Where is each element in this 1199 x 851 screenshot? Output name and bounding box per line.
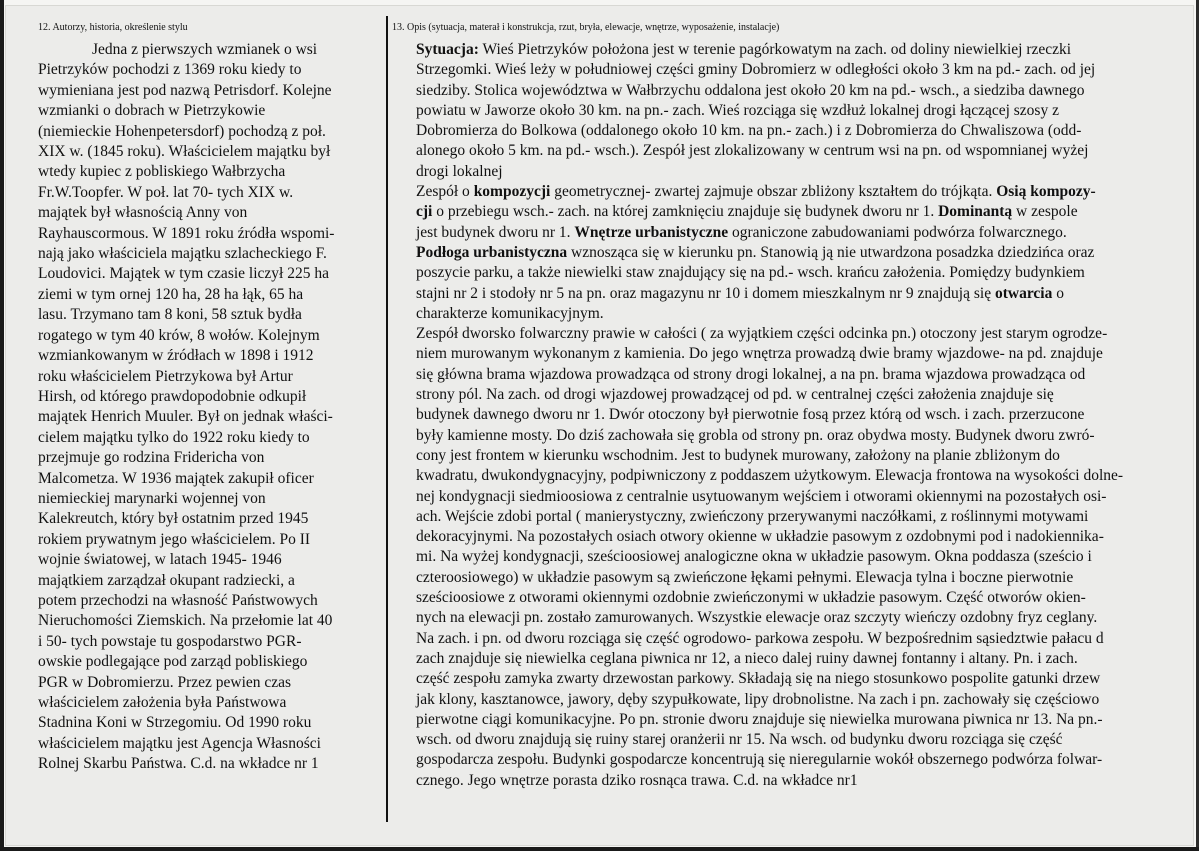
description-line	[416, 385, 1179, 405]
history-line: Pietrzyków pochodzi z 1369 roku kiedy to	[38, 61, 302, 79]
description-text-run: alonego około 5 km. na pd.- wsch.). Zespół jest zlokalizowany w centrum wsi na pn. od wspomnianej wyżej	[416, 142, 1089, 160]
history-text	[38, 40, 378, 775]
description-text-run: czteroosiowego) w układzie pasowym są zwieńczone łękami pełnymi. Elewacja tylna i boczne pierwotnie	[416, 568, 1074, 586]
scan-edge-bottom	[0, 847, 1199, 851]
description-line	[416, 344, 1179, 364]
history-line: i 50- tych powstaje tu gospodarstwo PGR-	[38, 632, 302, 650]
description-text-run: siedziby. Stolica województwa w Wałbrzychu oddalona jest około 20 km na pd.- wsch., a siedziba dawnego	[416, 81, 1085, 99]
description-text-run: gospodarcza zespołu. Budynki gospodarcze koncentrują się nieregularnie wokół obszernego podwórza folwar-	[416, 751, 1103, 769]
description-line	[416, 466, 1179, 486]
description-bold-term: otwarcia	[994, 284, 1053, 302]
history-line: Fr.W.Toopfer. W poł. lat 70- tych XIX w.	[38, 183, 294, 201]
history-line: (niemieckie Hohenpetersdorf) pochodzą z poł.	[38, 122, 326, 140]
description-line	[416, 162, 1179, 182]
history-line: wojnie światowej, w latach 1945- 1946	[38, 551, 282, 569]
history-line: Hirsh, od którego prawdopodobnie odkupił	[38, 387, 307, 405]
description-text-run: wznosząca się w kierunku pn. Stanowią ją nie utwardzona posadzka dziedzińca oraz	[567, 243, 1095, 261]
description-text-run: cznego. Jego wnętrze porasta dziko rosnąca trawa. C.d. na wkładce nr1	[416, 771, 858, 789]
description-bold-term: kompozycji	[473, 183, 551, 201]
description-text-run: budynek dawnego dworu nr 1. Dwór otoczony był pierwotnie fosą przez którą od wsch. i zach. przerzucone	[416, 406, 1085, 424]
description-text-run: poszycie parku, a także niewielki staw znajdujący się na pd.- wsch. krańcu założenia. Pomiędzy budynkiem	[416, 264, 1085, 282]
history-line: wzmianki o dobrach w Pietrzykowie	[38, 102, 266, 120]
description-line	[416, 446, 1179, 466]
description-line	[416, 263, 1179, 283]
description-line	[416, 487, 1179, 507]
history-line: Rolnej Skarbu Państwa. C.d. na wkładce nr 1	[38, 755, 319, 773]
history-line: majątek był własnością Anny von	[38, 204, 248, 222]
description-line	[416, 730, 1179, 750]
history-line: przejmuje go rodzina Fridericha von	[38, 449, 265, 467]
description-text-run: pierwotne ciągi komunikacyjne. Po pn. stronie dworu znajduje się niewielka murowana piwnica nr 13. Na pn.-	[416, 710, 1103, 728]
description-text-run: cony jest frontem w kierunku wschodnim. Jest to budynek murowany, założony na planie zbliżonym do	[416, 446, 1060, 464]
history-line: Nieruchomości Ziemskich. Na przełomie lat 40	[38, 612, 333, 630]
description-text-run: nych na elewacji pn. zostało zamurowanych. Wszystkie elewacje oraz szczyty wieńczy ozdobny fryz ceglany.	[416, 609, 1098, 627]
history-line: PGR w Dobromierzu. Przez pewien czas	[38, 673, 292, 691]
description-heading: 13. Opis (sytuacja, materał i konstrukcja, rzut, bryła, elewacje, wnętrze, wyposażenie, instalacje)	[392, 22, 780, 33]
history-heading: 12. Autorzy, historia, określenie stylu	[38, 22, 188, 33]
description-line	[416, 507, 1179, 527]
description-text-run: Zespół o	[416, 183, 474, 201]
description-line	[416, 527, 1179, 547]
history-line: Loudovici. Majątek w tym czasie liczył 225 ha	[38, 265, 329, 283]
description-text-run: stajni nr 2 i stodoły nr 5 na pn. oraz magazynu nr 10 i domem mieszkalnym nr 9 znajdują się	[416, 284, 995, 302]
description-text-run: Zespół dworsko folwarczny prawie w całości ( za wyjątkiem części odcinka pn.) otoczony jest starym ogrodze-	[416, 325, 1108, 343]
description-text-run: część zespołu zamyka zwarty drzewostan parkowy. Składają się na niego stosunkowo pospolite gatunki drzew	[416, 670, 1101, 688]
history-line: XIX w. (1845 roku). Właścicielem majątku był	[38, 143, 331, 161]
description-line	[416, 40, 1179, 60]
description-text-run: nej kondygnacji siedmioosiowa z centralnie usytuowanym wejściem i otworami okiennymi na pozostałych osi-	[416, 487, 1107, 505]
description-text-run: dekoracyjnymi. Na pozostałych osiach otwory okienne w układzie pasowym z ozdobnymi pod i nadokiennika-	[416, 528, 1104, 546]
description-text-run: były kamienne mosty. Do dziś zachowała się grobla od strony pn. oraz obydwa mosty. Budynek dworu zwró-	[416, 426, 1095, 444]
description-bold-term: Dominantą	[938, 203, 1013, 221]
description-text-run: niem murowanym wykonanym z kamienia. Do jego wnętrza prowadzą dwie bramy wjazdowe- na pd. znajduje	[416, 345, 1103, 363]
column-divider	[386, 16, 388, 822]
description-text-run: strony pól. Na zach. od drogi wjazdowej prowadzącej od pd. w centralnej części założenia znajduje się	[416, 386, 1054, 404]
description-bold-term: Osią kompozy-	[996, 183, 1096, 201]
history-line: rokiem prywatnym jego właścicielem. Po II	[38, 530, 311, 548]
history-line: Stadnina Koni w Strzegomiu. Od 1990 roku	[38, 714, 312, 732]
description-line	[416, 426, 1179, 446]
description-line	[416, 771, 1179, 791]
description-line	[416, 202, 1179, 222]
history-line: owskie podlegające pod zarząd pobliskiego	[38, 653, 308, 671]
description-line	[416, 304, 1179, 324]
description-bold-term: Wnętrze urbanistyczne	[574, 223, 729, 241]
scan-edge-left	[0, 0, 4, 851]
description-bold-term: cji	[416, 203, 433, 221]
history-line: lasu. Trzymano tam 8 koni, 58 sztuk bydła	[38, 306, 302, 324]
description-bold-term: Sytuacja:	[416, 41, 479, 58]
description-line	[416, 365, 1179, 385]
description-text-run: w zespole	[1012, 203, 1078, 221]
description-text-run: Strzegomki. Wieś leży w południowej części gminy Dobromierz w odległości około 3 km na pd.- zach. od jej	[416, 61, 1096, 79]
history-line: wtedy kupiec z pobliskiego Wałbrzycha	[38, 163, 286, 181]
history-line: właścicielem założenia była Państwowa	[38, 694, 287, 711]
history-line: cielem majątku tylko do 1922 roku kiedy to	[38, 428, 310, 446]
description-line	[416, 750, 1179, 770]
description-line	[416, 649, 1179, 669]
description-text-run: sześcioosiowe z otworami okiennymi ozdobnie zwieńczonymi w układzie pasowym. Część otworów okien-	[416, 589, 1086, 607]
history-line: wymieniana jest pod nazwą Petrisdorf. Kolejne	[38, 81, 332, 99]
history-line: ziemi w tym ornej 120 ha, 28 ha łąk, 65 ha	[38, 285, 304, 303]
description-text-run: się główna brama wjazdowa prowadząca od strony drogi lokalnej, a na pn. brama wjazdowa prowadząca od	[416, 365, 1086, 383]
description-text-run: charakterze komunikacyjnym.	[416, 304, 604, 322]
history-line: majątkiem zarządzał okupant radziecki, a	[38, 571, 295, 589]
history-line: wzmiankowanym w źródłach w 1898 i 1912	[38, 347, 314, 365]
history-line: Jedna z pierwszych wzmianek o wsi	[92, 41, 318, 58]
description-line	[416, 608, 1179, 628]
history-line: Malcometza. W 1936 majątek zakupił oficer	[38, 469, 314, 487]
description-line	[416, 629, 1179, 649]
description-text-run: Na zach. i pn. od dworu rozciąga się część ogrodowo- parkowa zespołu. W bezpośrednim sąsiedztwie pałacu d	[416, 629, 1104, 647]
description-text-run: Wieś Pietrzyków położona jest w terenie pagórkowatym na zach. od doliny niewielkiej rzeczki	[478, 41, 1072, 58]
description-text	[416, 40, 1179, 791]
description-text-run: Dobromierza do Bolkowa (oddalonego około 10 km. na pn.- zach.) i z Dobromierza do Chwaliszowa (odd-	[416, 122, 1082, 140]
description-text-run: ograniczone zabudowaniami podwórza folwarcznego.	[728, 223, 1067, 241]
description-text-run: o	[1052, 284, 1064, 302]
description-text-run: o przebiegu wsch.- zach. na której zamknięciu znajduje się budynek dworu nr 1.	[432, 203, 939, 221]
description-text-run: zach znajduje się niewielka ceglana piwnica nr 12, a nieco dalej ruiny dawnej fontanny i altany. Pn. i zach.	[416, 649, 1078, 667]
description-line	[416, 284, 1179, 304]
description-text-run: wsch. od dworu znajdują się ruiny starej oranżerii nr 15. Na wsch. od budynku dworu rozciąga się część	[416, 731, 1063, 749]
description-line	[416, 405, 1179, 425]
description-line	[416, 324, 1179, 344]
history-line: rogatego w tym 40 krów, 8 wołów. Kolejnym	[38, 326, 320, 344]
history-line: Rayhauscormous. W 1891 roku źródła wspomi-	[38, 224, 335, 242]
description-column	[392, 22, 1179, 791]
description-text-run: drogi lokalnej	[416, 162, 503, 180]
description-line	[416, 690, 1179, 710]
description-line	[416, 101, 1179, 121]
history-line: właścicielem majątku jest Agencja Własności	[38, 734, 321, 752]
description-line	[416, 710, 1179, 730]
history-line: Kalekreutch, który był ostatnim przed 1945	[38, 510, 309, 528]
description-line	[416, 60, 1179, 80]
description-bold-term: Podłoga urbanistyczna	[416, 243, 568, 261]
description-line	[416, 121, 1179, 141]
description-text-run: mi. Na wyżej kondygnacji, sześcioosiowej analogiczne okna w układzie pasowym. Okna poddasza (sześcio i	[416, 548, 1092, 566]
description-line	[416, 243, 1179, 263]
history-line: roku właścicielem Pietrzykowa był Artur	[38, 367, 293, 385]
history-line: nają jako właściciela majątku szlacheckiego F.	[38, 245, 327, 263]
description-line	[416, 141, 1179, 161]
description-text-run: powiatu w Jaworze około 30 km. na pn.- zach. Wieś rozciąga się wzdłuż lokalnej drogi łączącej szosy z	[416, 101, 1059, 119]
description-line	[416, 588, 1179, 608]
description-text-run: jest budynek dworu nr 1.	[416, 223, 575, 241]
description-text-run: kwadratu, dwukondygnacyjny, podpiwniczony z poddaszem użytkowym. Elewacja frontowa na wysokości dolne-	[416, 467, 1124, 485]
history-line: potem przechodzi na własność Państwowych	[38, 591, 318, 609]
description-text-run: ach. Wejście zdobi portal ( manierystyczny, zwieńczony przerywanymi naczółkami, z roślinnymi motywami	[416, 507, 1089, 525]
description-line	[416, 182, 1179, 202]
description-text-run: geometrycznej- zwartej zajmuje obszar zbliżony kształtem do trójkąta.	[550, 183, 997, 201]
description-text-run: jak klony, kasztanowce, jawory, dęby szypułkowate, lipy drobnolistne. Na zach i pn. zachowały się częściowo	[416, 690, 1100, 708]
history-column	[38, 22, 378, 775]
description-line	[416, 547, 1179, 567]
history-line: majątek Henrich Muuler. Był on jednak właści-	[38, 408, 333, 426]
description-line	[416, 81, 1179, 101]
history-line: niemieckiej marynarki wojennej von	[38, 489, 266, 507]
description-line	[416, 669, 1179, 689]
description-line	[416, 223, 1179, 243]
description-line	[416, 568, 1179, 588]
